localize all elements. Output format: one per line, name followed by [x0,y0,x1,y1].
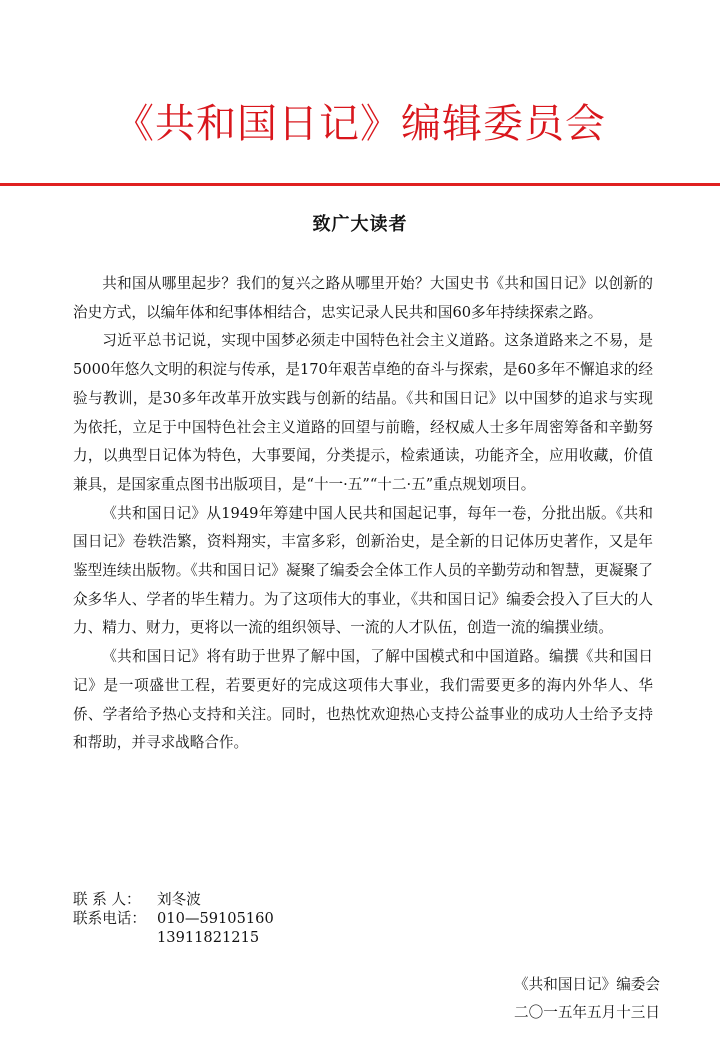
signature-block [514,971,660,1027]
letterhead-title: 《共和国日记》编辑委员会 [114,101,606,147]
paragraph-4: 《共和国日记》将有助于世界了解中国，了解中国模式和中国道路。编撰《共和国日记》是一项盛世工程，若要更好的完成这项伟大事业，我们需要更多的海内外华人、华侨、学者给予热心支持和关注。同时，也热忱欢迎热心支持公益事业的成功人士给予支持和帮助，并寻求战略合作。 [73,648,653,752]
signature-org: 《共和国日记》编委会 [514,976,660,993]
contact-phone-1: 010—59105160 [157,910,274,927]
letter-body [73,270,653,758]
contact-person-label: 联 系 人： [73,891,141,908]
signature-date: 二〇一五年五月十三日 [514,1004,660,1021]
contact-phone-row-2 [73,928,274,947]
contact-phone-label: 联系电话： [73,910,146,927]
contact-phone-2: 13911821215 [157,929,260,946]
contact-person-name: 刘冬波 [157,891,201,908]
paragraph-2: 习近平总书记说，实现中国梦必须走中国特色社会主义道路。这条道路来之不易，是5000年悠久文明的积淀与传承，是170年艰苦卓绝的奋斗与探索，是60多年不懈追求的经验与教训，是30多年改革开放实践与创新的结晶。《共和国日记》以中国梦的追求与实现为依托，立足于中国特色社会主义道路的回望与前瞻，经权威人士多年周密筹备和辛勤努力，以典型日记体为特色，大事要闻，分类提示，检索通读，功能齐全，应用收藏，价值兼具，是国家重点图书出版项目，是“十一·五”“十二·五”重点规划项目。 [73,332,653,493]
paragraph-3: 《共和国日记》从1949年筹建中国人民共和国起记事，每年一卷，分批出版。《共和国日记》卷轶浩繁，资料翔实，丰富多彩，创新治史，是全新的日记体历史著作，又是年鉴型连续出版物。《共和国日记》凝聚了编委会全体工作人员的辛勤劳动和智慧，更凝聚了众多华人、学者的毕生精力。为了这项伟大的事业，《共和国日记》编委会投入了巨大的人力、精力、财力，更将以一流的组织领导、一流的人才队伍，创造一流的编撰业绩。 [73,504,653,637]
letter-heading: 致广大读者 [312,214,408,235]
red-divider-rule [0,183,720,186]
contact-phone-row [73,909,274,928]
contact-person-row [73,890,274,909]
contact-block [73,890,274,947]
paragraph-1: 共和国从哪里起步？我们的复兴之路从哪里开始？大国史书《共和国日记》以创新的治史方式，以编年体和纪事体相结合，忠实记录人民共和国60多年持续探索之路。 [73,275,653,321]
